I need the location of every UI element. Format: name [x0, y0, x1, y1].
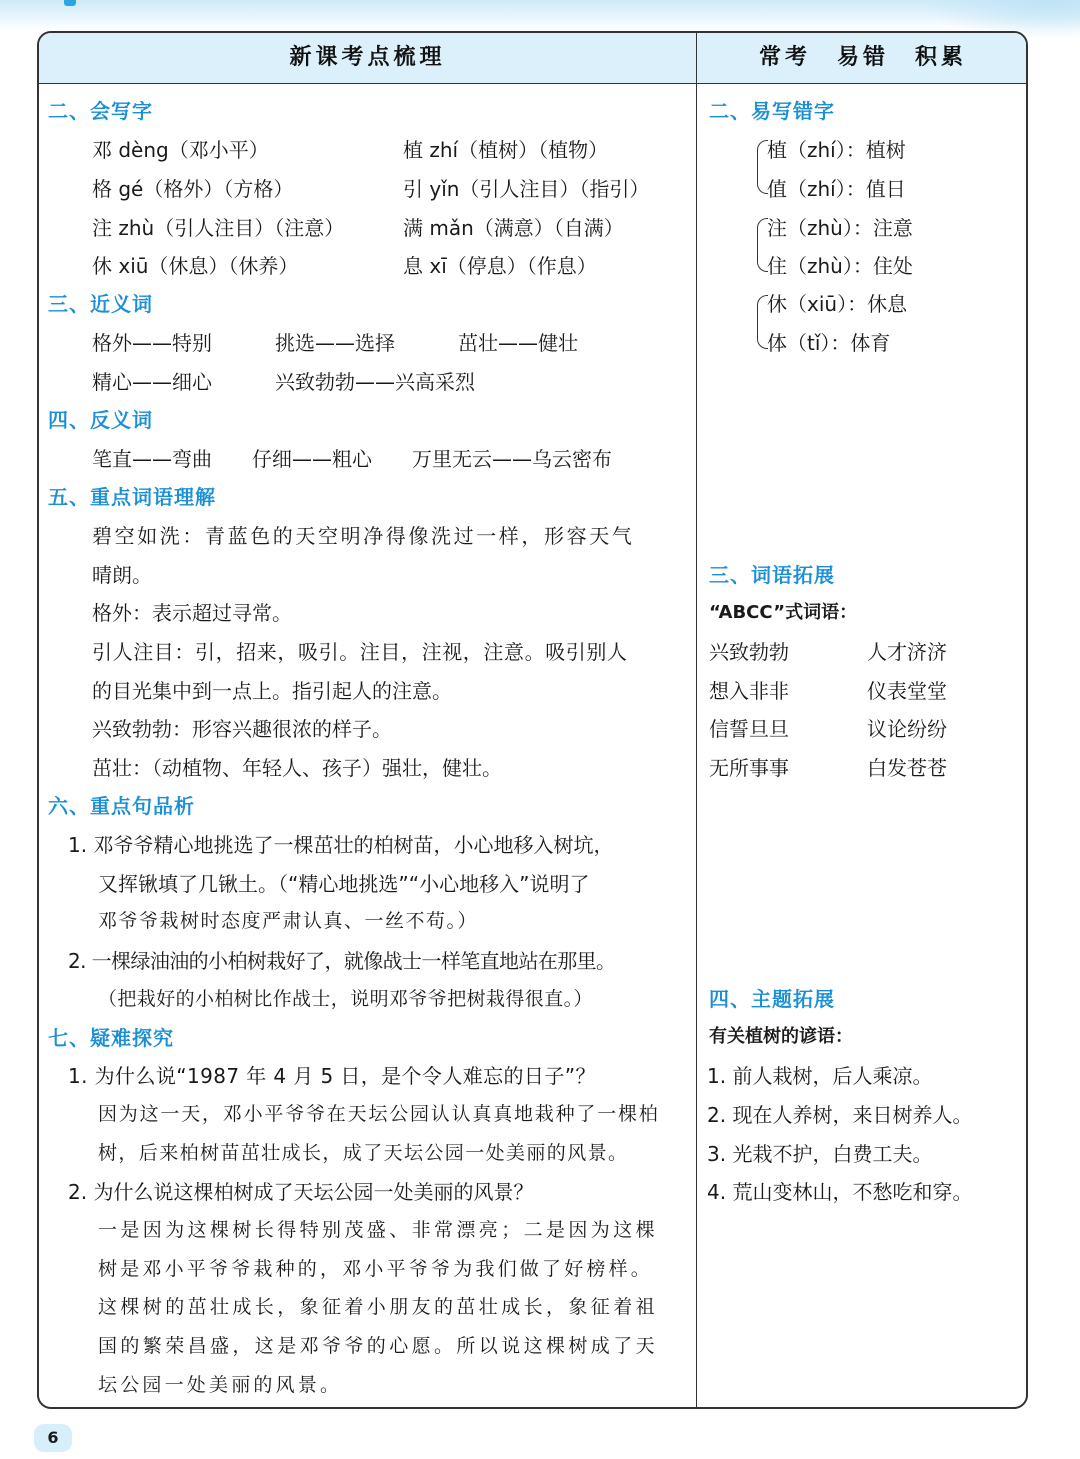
top-decoration [0, 0, 1080, 30]
question-line: 2. 为什么说这棵柏树成了天坛公园一处美丽的风景？ [68, 1180, 534, 1204]
abcc-word: 白发苍苍 [867, 756, 947, 780]
answer-line: 树，后来柏树苗茁壮成长，成了天坛公园一处美丽的风景。 [98, 1142, 629, 1164]
section-title-error-prone-chars: 二、易写错字 [709, 99, 835, 123]
char-item: 邓 dèng（邓小平） [92, 138, 269, 162]
answer-line: 因为这一天，邓小平爷爷在天坛公园认认真真地栽种了一棵柏 [98, 1103, 660, 1125]
error-char-item: 休（xiū）：休息 [767, 292, 908, 316]
antonym-item: 万里无云——乌云密布 [412, 447, 612, 471]
error-char-item: 体（tǐ）：体育 [767, 331, 891, 355]
key-word-line: 茁壮：（动植物、年轻人、孩子）强壮，健壮。 [92, 756, 502, 780]
sentence-line: 邓爷爷栽树时态度严肃认真、一丝不苟。） [98, 910, 479, 932]
synonym-item: 挑选——选择 [275, 331, 395, 355]
key-word-line: 引人注目：引，招来，吸引。注目，注视，注意。吸引别人 [92, 640, 628, 664]
answer-line: 坛公园一处美丽的风景。 [98, 1374, 343, 1396]
error-char-item: 住（zhù）：住处 [767, 254, 913, 278]
left-column-title: 新课考点梳理 [289, 45, 446, 70]
section-title-word-expansion: 三、词语拓展 [709, 563, 835, 587]
abcc-word: 想入非非 [709, 679, 789, 703]
sentence-line: 又挥锹填了几锹土。（“精心地挑选”“小心地移入”说明了 [98, 872, 590, 896]
synonym-item: 茁壮——健壮 [458, 331, 578, 355]
sentence-line: 2. 一棵绿油油的小柏树栽好了，就像战士一样笔直地站在那里。 [68, 949, 616, 973]
section-title-difficult-questions: 七、疑难探究 [48, 1026, 174, 1050]
proverb-item: 4. 荒山变林山，不愁吃和穿。 [707, 1180, 973, 1204]
answer-line: 国的繁荣昌盛，这是邓爷爷的心愿。所以说这棵树成了天 [98, 1335, 659, 1357]
proverb-item: 2. 现在人养树，来日树养人。 [707, 1103, 973, 1127]
proverb-item: 1. 前人栽树，后人乘凉。 [707, 1064, 933, 1088]
answer-line: 树是邓小平爷爷栽种的，邓小平爷爷为我们做了好榜样。 [98, 1258, 654, 1280]
synonym-item: 格外——特别 [92, 331, 212, 355]
abcc-word: 信誓旦旦 [709, 717, 789, 741]
error-char-item: 值（zhí）：值日 [767, 177, 906, 201]
char-item: 格 gé（格外）（方格） [92, 177, 294, 201]
error-char-item: 注（zhù）：注意 [767, 216, 913, 240]
antonym-item: 笔直——弯曲 [92, 447, 212, 471]
sentence-line: 1. 邓爷爷精心地挑选了一棵茁壮的柏树苗，小心地移入树坑， [68, 833, 614, 857]
proverb-item: 3. 光栽不护，白费工夫。 [707, 1142, 933, 1166]
question-line: 1. 为什么说“1987 年 4 月 5 日，是个令人难忘的日子”？ [68, 1064, 596, 1088]
abcc-word: 议论纷纷 [867, 717, 947, 741]
char-item: 休 xiū（休息）（休养） [92, 254, 299, 278]
key-word-line: 格外：表示超过寻常。 [92, 601, 292, 625]
key-word-line: 晴朗。 [92, 563, 152, 587]
section-title-writing: 二、会写字 [48, 99, 153, 123]
sentence-line: （把栽好的小柏树比作战士，说明邓爷爷把树栽得很直。） [98, 988, 593, 1010]
key-word-line: 碧空如洗：青蓝色的天空明净得像洗过一样，形容天气 [92, 524, 635, 548]
synonym-item: 兴致勃勃——兴高采烈 [275, 370, 475, 394]
char-item: 注 zhù（引人注目）（注意） [92, 216, 345, 240]
answer-line: 这棵树的茁壮成长，象征着小朋友的茁壮成长，象征着祖 [98, 1296, 659, 1318]
proverb-subtitle: 有关植树的谚语： [709, 1026, 853, 1047]
section-title-key-words: 五、重点词语理解 [48, 485, 216, 509]
char-item: 植 zhí（植树）（植物） [403, 138, 609, 162]
abcc-word: 兴致勃勃 [709, 640, 789, 664]
section-title-synonyms: 三、近义词 [48, 292, 153, 316]
error-char-item: 植（zhí）：植树 [767, 138, 906, 162]
section-title-theme-expansion: 四、主题拓展 [709, 987, 835, 1011]
char-item: 息 xī（停息）（作息） [403, 254, 597, 278]
synonym-item: 精心——细心 [92, 370, 212, 394]
key-word-line: 兴致勃勃：形容兴趣很浓的样子。 [92, 717, 392, 741]
right-column-title: 常考 易错 积累 [758, 45, 967, 70]
abcc-word: 仪表堂堂 [867, 679, 947, 703]
abcc-word: 无所事事 [709, 756, 789, 780]
char-item: 引 yǐn（引人注目）（指引） [403, 177, 650, 201]
section-title-sentence-analysis: 六、重点句品析 [48, 794, 195, 818]
abcc-subtitle: “ABCC”式词语： [709, 602, 858, 623]
section-title-antonyms: 四、反义词 [48, 408, 153, 432]
column-divider [696, 33, 697, 1407]
page-number: 6 [34, 1424, 72, 1452]
antonym-item: 仔细——粗心 [252, 447, 372, 471]
key-word-line: 的目光集中到一点上。指引起人的注意。 [92, 679, 452, 703]
char-item: 满 mǎn（满意）（自满） [403, 216, 624, 240]
abcc-word: 人才济济 [867, 640, 947, 664]
answer-line: 一是因为这棵树长得特别茂盛、非常漂亮；二是因为这棵 [98, 1219, 659, 1241]
